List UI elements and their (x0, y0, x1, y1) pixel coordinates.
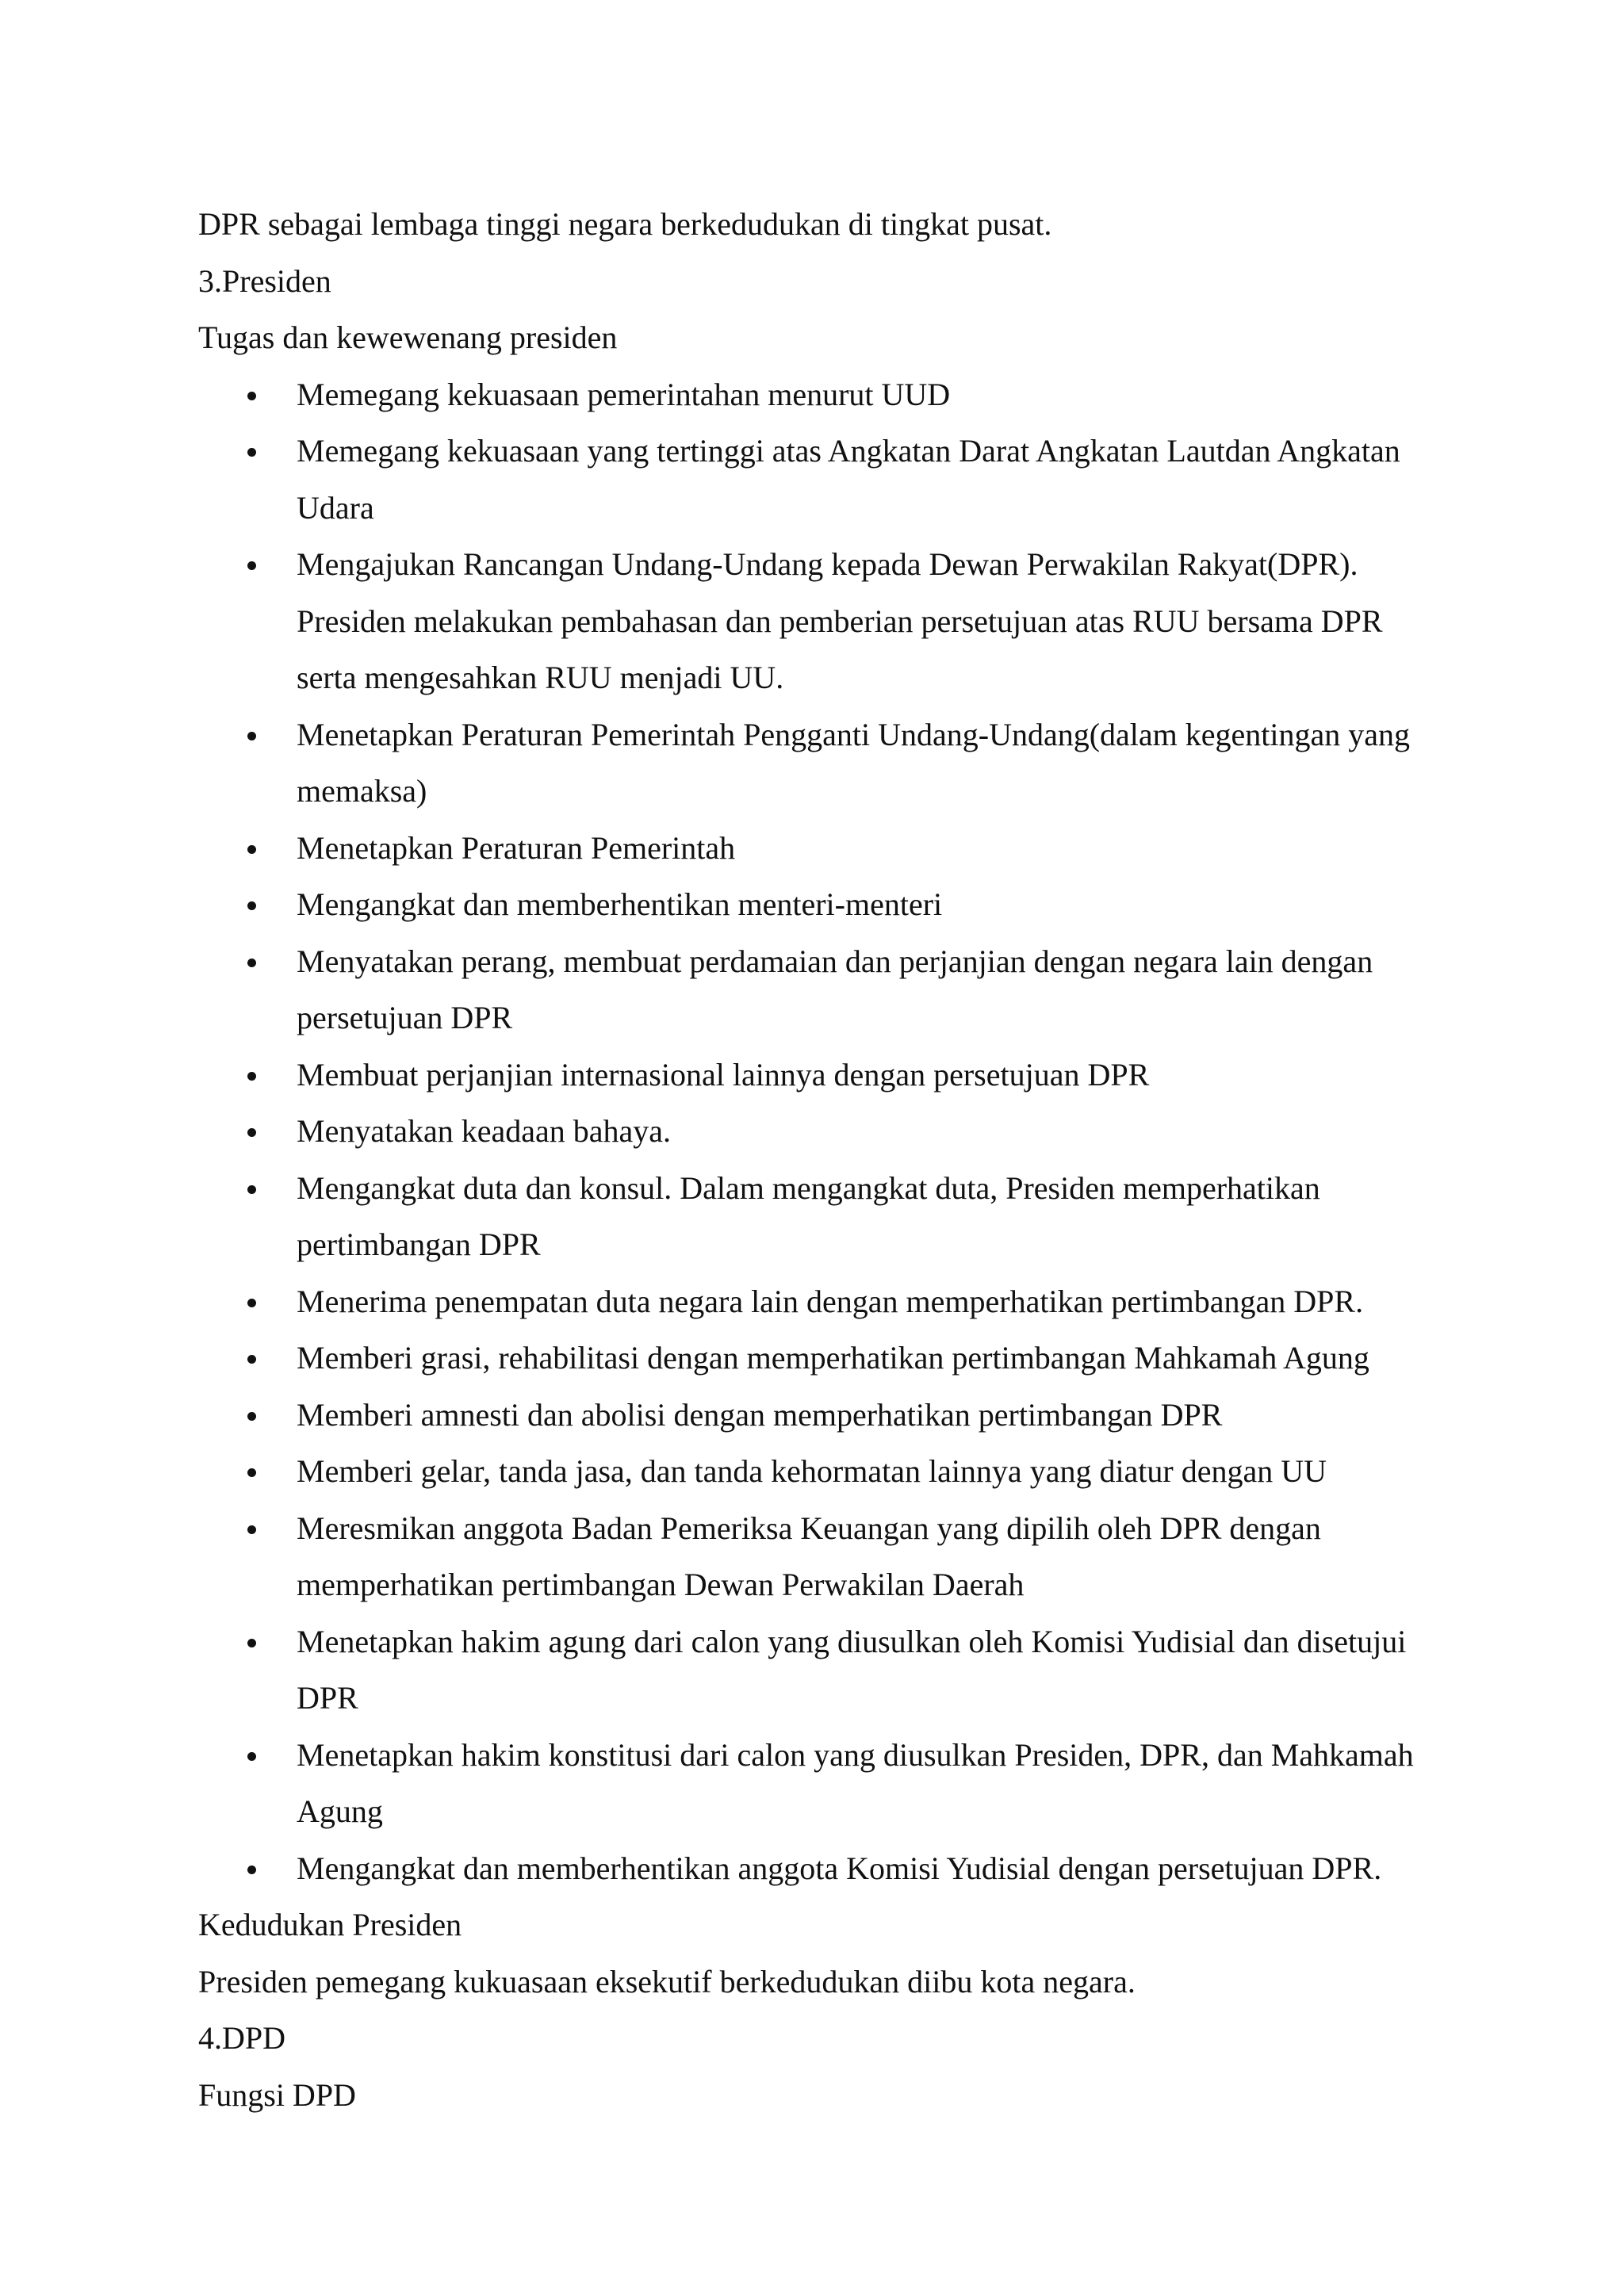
list-item (198, 876, 1435, 933)
list-item-text: Menerima penempatan duta negara lain dengan memperhatikan pertimbangan DPR. (297, 1283, 1364, 1319)
bullet-icon (247, 1752, 256, 1761)
list-item (198, 1727, 1435, 1840)
bullet-icon (247, 1468, 256, 1477)
bullet-icon (247, 392, 256, 400)
section-heading-presiden: 3.Presiden (198, 262, 331, 299)
list-item-text: Menetapkan hakim agung dari calon yang diusulkan oleh Komisi Yudisial dan disetujui DPR (297, 1623, 1407, 1716)
bullet-icon (247, 1072, 256, 1081)
list-item (198, 423, 1435, 536)
bullet-icon (247, 561, 256, 570)
list-item (198, 1330, 1435, 1387)
tugas-list (198, 366, 1435, 1897)
bullet-icon (247, 1185, 256, 1194)
list-item (198, 706, 1435, 820)
list-item (198, 1500, 1435, 1613)
list-item (198, 1047, 1435, 1104)
list-item (198, 366, 1435, 423)
fungsi-heading: Fungsi DPD (198, 2076, 356, 2113)
list-item-text: Membuat perjanjian internasional lainnya dengan persetujuan DPR (297, 1056, 1150, 1093)
list-item-text: Memberi gelar, tanda jasa, dan tanda kehormatan lainnya yang diatur dengan UU (297, 1453, 1327, 1489)
list-item (198, 1160, 1435, 1273)
list-item (198, 1387, 1435, 1444)
bullet-icon (247, 1525, 256, 1534)
document-body (198, 196, 1435, 2123)
section-heading-dpd: 4.DPD (198, 2020, 286, 2056)
bullet-icon (247, 901, 256, 910)
list-item (198, 1103, 1435, 1160)
list-item (198, 820, 1435, 877)
list-item-text: Menetapkan Peraturan Pemerintah Pengganti Undang-Undang(dalam kegentingan yang memaksa) (297, 716, 1411, 809)
list-item (198, 1613, 1435, 1727)
list-item-text: Memegang kekuasaan yang tertinggi atas Angkatan Darat Angkatan Lautdan Angkatan Udara (297, 433, 1400, 526)
list-item-text: Menetapkan hakim konstitusi dari calon yang diusulkan Presiden, DPR, dan Mahkamah Agung (297, 1736, 1414, 1829)
bullet-icon (247, 1639, 256, 1647)
bullet-icon (247, 732, 256, 740)
list-item-text: Memberi amnesti dan abolisi dengan memperhatikan pertimbangan DPR (297, 1396, 1223, 1433)
list-item (198, 1840, 1435, 1897)
tugas-heading: Tugas dan kewewenang presiden (198, 320, 618, 355)
list-item-text: Meresmikan anggota Badan Pemeriksa Keuangan yang dipilih oleh DPR dengan memperhatikan pertimbangan Dewan Perwakilan Daerah (297, 1510, 1321, 1602)
bullet-icon (247, 845, 256, 854)
list-item-text: Mengangkat duta dan konsul. Dalam mengangkat duta, Presiden memperhatikan pertimbangan DPR (297, 1169, 1320, 1262)
bullet-icon (247, 1412, 256, 1421)
intro-line: DPR sebagai lembaga tinggi negara berkedudukan di tingkat pusat. (198, 206, 1052, 242)
bullet-icon (247, 1128, 256, 1137)
list-item (198, 1443, 1435, 1500)
list-item-text: Mengangkat dan memberhentikan menteri-menteri (297, 886, 943, 922)
bullet-icon (247, 1299, 256, 1307)
bullet-icon (247, 1355, 256, 1364)
list-item-text: Menyatakan keadaan bahaya. (297, 1113, 671, 1149)
bullet-icon (247, 959, 256, 967)
list-item (198, 1273, 1435, 1330)
list-item (198, 536, 1435, 706)
bullet-icon (247, 1866, 256, 1874)
list-item-text: Mengajukan Rancangan Undang-Undang kepada Dewan Perwakilan Rakyat(DPR). Presiden melakukan pembahasan dan pemberian persetujuan atas RUU bersama DPR serta mengesahkan RUU menjadi UU. (297, 546, 1383, 695)
list-item-text: Mengangkat dan memberhentikan anggota Komisi Yudisial dengan persetujuan DPR. (297, 1850, 1382, 1886)
list-item-text: Menyatakan perang, membuat perdamaian dan perjanjian dengan negara lain dengan persetujuan DPR (297, 943, 1373, 1035)
list-item-text: Menetapkan Peraturan Pemerintah (297, 829, 736, 866)
list-item-text: Memegang kekuasaan pemerintahan menurut UUD (297, 376, 951, 412)
kedudukan-heading: Kedudukan Presiden (198, 1907, 462, 1942)
list-item-text: Memberi grasi, rehabilitasi dengan memperhatikan pertimbangan Mahkamah Agung (297, 1340, 1369, 1376)
bullet-icon (247, 448, 256, 457)
kedudukan-text: Presiden pemegang kukuasaan eksekutif berkedudukan diibu kota negara. (198, 1963, 1136, 1999)
list-item (198, 933, 1435, 1047)
